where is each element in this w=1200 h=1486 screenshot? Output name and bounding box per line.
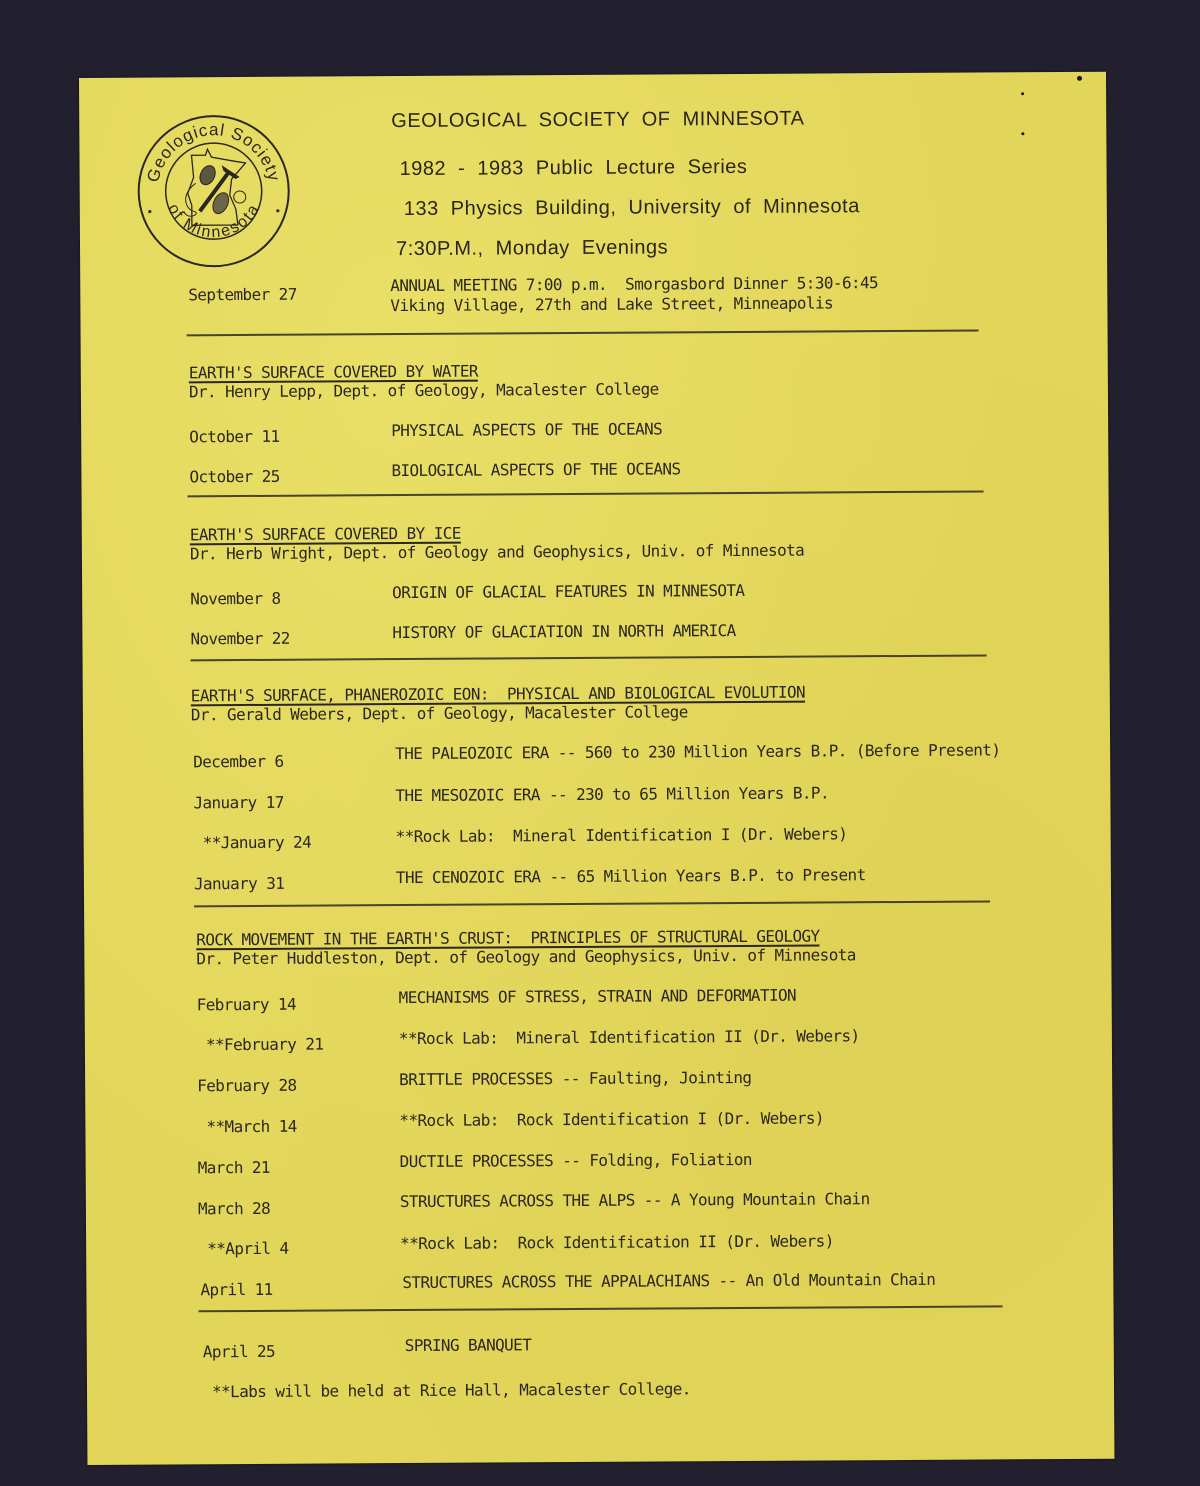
paper-speck [1021,132,1024,135]
event-topic: STRUCTURES ACROSS THE ALPS -- A Young Mountain Chain [399,1189,870,1212]
svg-text:of Minnesota: of Minnesota [164,200,264,242]
organization-title: GEOLOGICAL SOCIETY OF MINNESOTA [391,107,805,133]
section-speaker: Dr. Peter Huddleston, Dept. of Geology and Geophysics, Univ. of Minnesota [196,945,856,969]
lab-event-date: **January 24 [193,832,312,853]
event-topic: BIOLOGICAL ASPECTS OF THE OCEANS [391,459,681,481]
event-topic: PHYSICAL ASPECTS OF THE OCEANS [391,419,663,441]
event-date: January 17 [193,792,284,813]
event-date: April 11 [200,1279,273,1300]
lab-event-topic: **Rock Lab: Mineral Identification I (Dr. Webers) [395,824,848,847]
lab-event-date: **March 14 [197,1116,297,1137]
event-date: November 8 [190,588,281,609]
time: 7:30P.M., Monday Evenings [395,236,669,261]
event-date: April 25 [202,1341,276,1362]
event-date: January 31 [193,873,285,894]
event-venue: Viking Village, 27th and Lake Street, Minneapolis [390,293,834,316]
event-topic: DUCTILE PROCESSES -- Folding, Foliation [399,1149,752,1172]
event-topic: THE MESOZOIC ERA -- 230 to 65 Million Years B.P. [395,783,830,806]
event-date: March 28 [197,1198,271,1219]
event-topic: HISTORY OF GLACIATION IN NORTH AMERICA [392,620,736,643]
section-speaker: Dr. Henry Lepp, Dept. of Geology, Macalester College [188,379,659,402]
lab-event-topic: **Rock Lab: Mineral Identification II (Dr. Webers) [398,1026,860,1049]
event-date: October 25 [189,466,280,487]
event-topic: STRUCTURES ACROSS THE APPALACHIANS -- An Old Mountain Chain [402,1269,936,1293]
divider [188,490,984,497]
society-seal-icon [135,113,292,270]
paper-speck [1021,92,1024,95]
paper-speck [1077,76,1082,81]
footnote: **Labs will be held at Rice Hall, Macalester College. [202,1379,691,1402]
divider [199,1305,1003,1312]
divider [187,330,979,337]
event-date: February 28 [197,1075,297,1096]
event-topic: THE PALEOZOIC ERA -- 560 to 230 Million Years B.P. (Before Present) [395,740,1001,764]
event-topic: BRITTLE PROCESSES -- Faulting, Jointing [399,1067,752,1090]
event-date: October 11 [189,426,280,447]
lab-event-date: **April 4 [198,1238,289,1259]
section-title: EARTH'S SURFACE COVERED BY WATER [188,361,478,383]
event-topic: THE CENOZOIC ERA -- 65 Million Years B.P. to Present [395,865,866,888]
event-date: March 21 [197,1157,270,1178]
event-topic: MECHANISMS OF STRESS, STRAIN AND DEFORMATION [398,985,797,1008]
event-topic: SPRING BANQUET [404,1335,532,1356]
event-topic: ORIGIN OF GLACIAL FEATURES IN MINNESOTA [392,580,745,603]
event-date: December 6 [193,751,284,772]
series-title: 1982 - 1983 Public Lecture Series [399,155,748,181]
event-date: February 14 [196,994,297,1015]
section-title: ROCK MOVEMENT IN THE EARTH'S CRUST: PRINCIPLES OF STRUCTURAL GEOLOGY [196,926,820,950]
event-description: ANNUAL MEETING 7:00 p.m. Smorgasbord Dinner 5:30-6:45 [390,273,879,296]
lab-event-topic: **Rock Lab: Rock Identification I (Dr. Webers) [399,1108,824,1131]
section-title: EARTH'S SURFACE, PHANEROZOIC EON: PHYSICAL AND BIOLOGICAL EVOLUTION [190,682,806,706]
section-title: EARTH'S SURFACE COVERED BY ICE [189,523,461,545]
lab-event-date: **February 21 [196,1034,324,1055]
section-speaker: Dr. Herb Wright, Dept. of Geology and Geophysics, Univ. of Minnesota [189,540,805,564]
location: 133 Physics Building, University of Minnesota [403,195,860,221]
event-date: September 27 [188,284,297,305]
section-speaker: Dr. Gerald Webers, Dept. of Geology, Macalester College [190,702,688,725]
divider [194,900,990,907]
event-date: November 22 [190,628,290,649]
svg-text:Geological Society: Geological Society [143,120,284,185]
flyer-page [79,72,1114,1465]
divider [191,654,987,661]
lab-event-topic: **Rock Lab: Rock Identification II (Dr. Webers) [400,1231,834,1254]
